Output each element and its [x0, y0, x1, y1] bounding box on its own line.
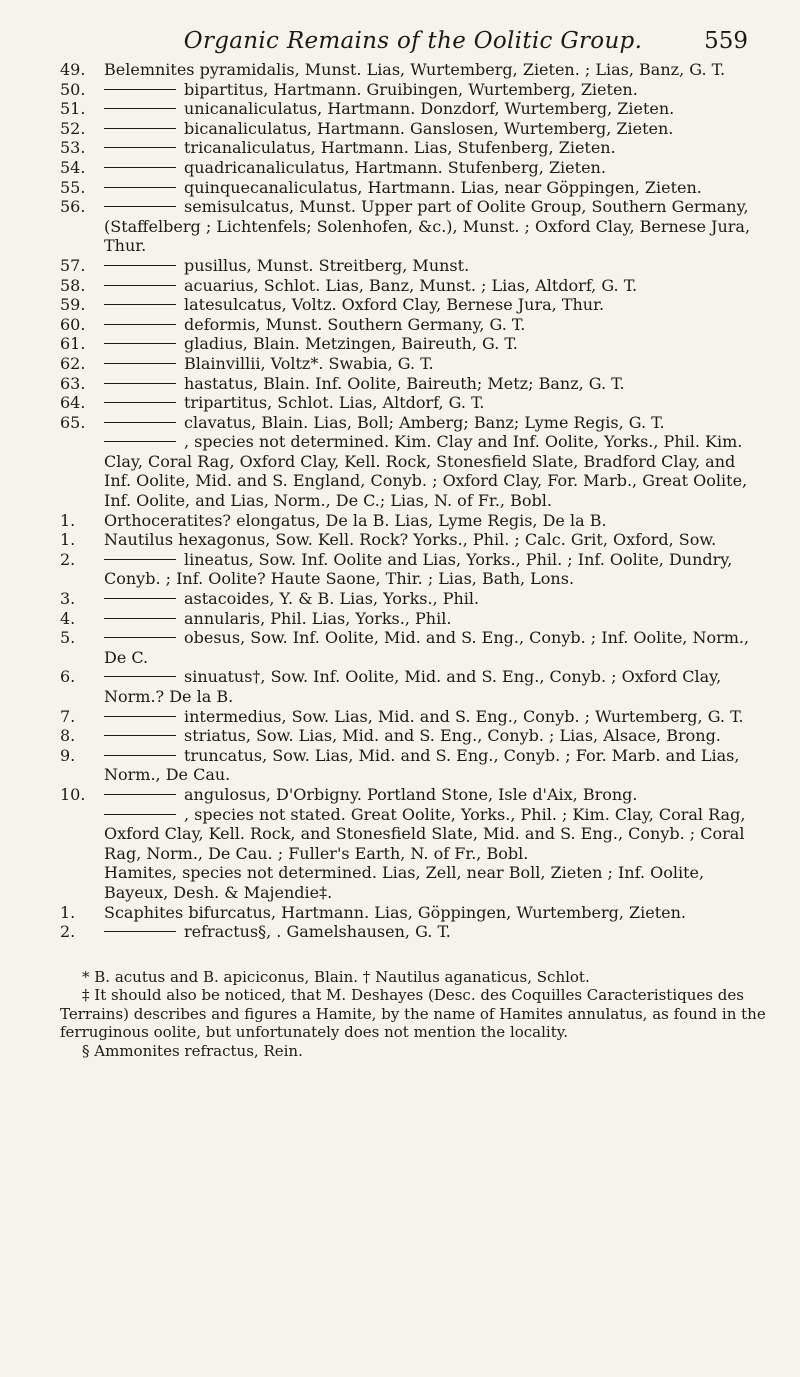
- entry-body: [104, 354, 766, 374]
- entry-number: 64.: [60, 393, 86, 413]
- entry-body: [104, 785, 766, 805]
- entry-text: bipartitus, Hartmann. Gruibingen, Wurtemberg, Zieten.: [184, 79, 638, 99]
- list-item: [60, 158, 766, 178]
- entry-text: Belemnites pyramidalis, Munst. Lias, Wurtemberg, Zieten. ; Lias, Banz, G. T.: [104, 60, 726, 79]
- ditto-dash: [104, 206, 176, 207]
- ditto-dash: [104, 598, 176, 599]
- list-item: [60, 354, 766, 374]
- entry-body: [104, 628, 766, 667]
- list-item: [60, 374, 766, 394]
- entry-body: [104, 99, 766, 119]
- entry-body: [104, 158, 766, 178]
- entry-number: 62.: [60, 353, 86, 373]
- entry-body: [104, 276, 766, 296]
- ditto-dash: [104, 402, 176, 403]
- ditto-dash: [104, 108, 176, 109]
- entry-text: bicanaliculatus, Hartmann. Ganslosen, Wurtemberg, Zieten.: [184, 118, 674, 138]
- entry-number: 4.: [60, 608, 76, 628]
- entry-body: [104, 550, 766, 589]
- entry-number: 54.: [60, 157, 86, 177]
- entry-number: 52.: [60, 118, 86, 138]
- entry-number: 53.: [60, 138, 86, 158]
- entry-body: [104, 432, 766, 510]
- entry-body: [104, 119, 766, 139]
- entry-text: Orthoceratites? elongatus, De la B. Lias, Lyme Regis, De la B.: [104, 510, 607, 530]
- list-item: [60, 863, 766, 902]
- entry-number: 57.: [60, 255, 86, 275]
- ditto-dash: [104, 324, 176, 325]
- entry-text: intermedius, Sow. Lias, Mid. and S. Eng., Conyb. ; Wurtemberg, G. T.: [184, 706, 744, 726]
- ditto-dash: [104, 343, 176, 344]
- entry-body: [104, 667, 766, 706]
- entry-text: tricanaliculatus, Hartmann. Lias, Stufenberg, Zieten.: [184, 138, 616, 158]
- ditto-dash: [104, 304, 176, 305]
- entry-text: annularis, Phil. Lias, Yorks., Phil.: [184, 608, 452, 628]
- entry-body: [104, 609, 766, 629]
- entry-body: [104, 80, 766, 100]
- entry-text: tripartitus, Schlot. Lias, Altdorf, G. T.: [184, 393, 485, 413]
- entry-number: 3.: [60, 589, 76, 609]
- entry-number: 60.: [60, 314, 86, 334]
- entry-body: [104, 413, 766, 433]
- entry-number: 7.: [60, 706, 76, 726]
- list-item: [60, 413, 766, 433]
- list-item: [60, 99, 766, 119]
- entry-body: [104, 315, 766, 335]
- list-item: [60, 197, 766, 256]
- entry-body: [104, 393, 766, 413]
- entry-number: 5.: [60, 628, 76, 648]
- entry-text: Nautilus hexagonus, Sow. Kell. Rock? Yorks., Phil. ; Calc. Grit, Oxford, Sow.: [104, 530, 717, 550]
- list-item: [60, 746, 766, 785]
- entry-number: 65.: [60, 412, 86, 432]
- list-item: [60, 334, 766, 354]
- list-item: [60, 178, 766, 198]
- entry-number: 61.: [60, 334, 86, 354]
- entry-number: 2.: [60, 922, 76, 942]
- list-item: [60, 628, 766, 667]
- entry-text: obesus, Sow. Inf. Oolite, Mid. and S. Eng., Conyb. ; Inf. Oolite, Norm., De C.: [104, 628, 750, 667]
- list-item: [60, 276, 766, 296]
- list-item: [60, 726, 766, 746]
- entry-number: 1.: [60, 902, 76, 922]
- list-item: [60, 609, 766, 629]
- list-item: [60, 119, 766, 139]
- list-item: [60, 550, 766, 589]
- page-number: 559: [704, 28, 748, 54]
- entry-number: 9.: [60, 745, 76, 765]
- entry-body: [104, 726, 766, 746]
- entry-body: [104, 178, 766, 198]
- list-item: [60, 922, 766, 942]
- entry-number: 51.: [60, 99, 86, 119]
- list-item: [60, 295, 766, 315]
- footnotes: [60, 968, 766, 1061]
- entry-text: quadricanaliculatus, Hartmann. Stufenberg, Zieten.: [184, 157, 606, 177]
- entry-text: acuarius, Schlot. Lias, Banz, Munst. ; Lias, Altdorf, G. T.: [184, 275, 638, 295]
- entry-body: [104, 530, 766, 550]
- list-item: [60, 785, 766, 805]
- entry-body: [104, 589, 766, 609]
- entry-number: 49.: [60, 60, 86, 79]
- entry-text: sinuatus†, Sow. Inf. Oolite, Mid. and S. Eng., Conyb. ; Oxford Clay, Norm.? De la B.: [104, 667, 722, 706]
- ditto-dash: [104, 637, 176, 638]
- entry-text: gladius, Blain. Metzingen, Baireuth, G. T.: [184, 334, 518, 354]
- ditto-dash: [104, 383, 176, 384]
- ditto-dash: [104, 89, 176, 90]
- entry-body: [104, 295, 766, 315]
- entry-number: 2.: [60, 549, 76, 569]
- list-item: [60, 432, 766, 510]
- ditto-dash: [104, 735, 176, 736]
- ditto-dash: [104, 167, 176, 168]
- species-list: [60, 60, 766, 942]
- entry-number: 1.: [60, 510, 76, 530]
- list-item: [60, 60, 766, 80]
- entry-text: lineatus, Sow. Inf. Oolite and Lias, Yorks., Phil. ; Inf. Oolite, Dundry, Conyb. ; Inf. Oolite? Haute Saone, Thir. ; Lias, Bath, Lons.: [104, 549, 733, 589]
- list-item: [60, 511, 766, 531]
- entry-text: Scaphites bifurcatus, Hartmann. Lias, Göppingen, Wurtemberg, Zieten.: [104, 902, 686, 922]
- entry-text: astacoides, Y. & B. Lias, Yorks., Phil.: [184, 589, 480, 609]
- entry-number: 50.: [60, 79, 86, 99]
- ditto-dash: [104, 265, 176, 266]
- ditto-dash: [104, 931, 176, 932]
- entry-text: striatus, Sow. Lias, Mid. and S. Eng., Conyb. ; Lias, Alsace, Brong.: [184, 726, 721, 746]
- entry-text: truncatus, Sow. Lias, Mid. and S. Eng., Conyb. ; For. Marb. and Lias, Norm., De Cau.: [104, 745, 740, 785]
- ditto-dash: [104, 676, 176, 677]
- entry-body: [104, 863, 766, 902]
- entry-body: [104, 903, 766, 923]
- entry-number: 58.: [60, 275, 86, 295]
- entry-number: 6.: [60, 667, 76, 687]
- ditto-dash: [104, 441, 176, 442]
- entry-text: latesulcatus, Voltz. Oxford Clay, Bernese Jura, Thur.: [184, 295, 605, 315]
- list-item: [60, 393, 766, 413]
- running-head: [60, 18, 766, 60]
- entry-text: hastatus, Blain. Inf. Oolite, Baireuth; Metz; Banz, G. T.: [184, 373, 625, 393]
- entry-body: [104, 334, 766, 354]
- entry-body: [104, 138, 766, 158]
- footnote: * B. acutus and B. apiciconus, Blain. † Nautilus aganaticus, Schlot.: [82, 967, 590, 986]
- list-item: [60, 805, 766, 864]
- list-item: [60, 707, 766, 727]
- ditto-dash: [104, 285, 176, 286]
- ditto-dash: [104, 618, 176, 619]
- footnote: ‡ It should also be noticed, that M. Deshayes (Desc. des Coquilles Caracteristiques des Terrains) describes and figures a Hamite, by the name of Hamites annulatus, as found in the ferruginous oolite, but unfortunately does not mention the locality.: [60, 986, 766, 1042]
- ditto-dash: [104, 794, 176, 795]
- entry-text: Hamites, species not determined. Lias, Zell, near Boll, Zieten ; Inf. Oolite, Bayeux, Desh. & Majendie‡.: [104, 863, 705, 902]
- entry-body: [104, 746, 766, 785]
- page-title: Organic Remains of the Oolitic Group.: [183, 28, 643, 54]
- entry-text: pusillus, Munst. Streitberg, Munst.: [184, 255, 470, 275]
- list-item: [60, 589, 766, 609]
- list-item: [60, 530, 766, 550]
- footnote: § Ammonites refractus, Rein.: [82, 1041, 303, 1060]
- entry-text: , species not determined. Kim. Clay and Inf. Oolite, Yorks., Phil. Kim. Clay, Coral Rag, Oxford Clay, Kell. Rock, Stonesfield Slate, Bradford Clay, and Inf. Oolite, Mid. and S. England, Conyb. ; Oxford Clay, For. Marb., Great Oolite, Inf. Oolite, and Lias, Norm., De C.; Lias, N. of Fr., Bobl.: [104, 432, 748, 511]
- ditto-dash: [104, 716, 176, 717]
- list-item: [60, 80, 766, 100]
- entry-text: refractus§, . Gamelshausen, G. T.: [184, 922, 451, 942]
- entry-body: [104, 922, 766, 942]
- ditto-dash: [104, 363, 176, 364]
- entry-text: angulosus, D'Orbigny. Portland Stone, Isle d'Aix, Brong.: [184, 784, 638, 804]
- entry-number: 56.: [60, 197, 86, 217]
- entry-number: 59.: [60, 295, 86, 315]
- list-item: [60, 667, 766, 706]
- list-item: [60, 315, 766, 335]
- ditto-dash: [104, 559, 176, 560]
- entry-text: clavatus, Blain. Lias, Boll; Amberg; Banz; Lyme Regis, G. T.: [184, 412, 665, 432]
- entry-text: quinquecanaliculatus, Hartmann. Lias, near Göppingen, Zieten.: [184, 177, 702, 197]
- list-item: [60, 256, 766, 276]
- list-item: [60, 903, 766, 923]
- ditto-dash: [104, 755, 176, 756]
- entry-body: [104, 374, 766, 394]
- entry-text: semisulcatus, Munst. Upper part of Oolite Group, Southern Germany, (Staffelberg ; Lichtenfels; Solenhofen, &c.), Munst. ; Oxford Clay, Bernese Jura, Thur.: [104, 197, 751, 256]
- entry-body: [104, 707, 766, 727]
- entry-body: [104, 60, 766, 80]
- entry-number: 55.: [60, 177, 86, 197]
- ditto-dash: [104, 422, 176, 423]
- ditto-dash: [104, 187, 176, 188]
- entry-body: [104, 256, 766, 276]
- list-item: [60, 138, 766, 158]
- entry-text: Blainvillii, Voltz*. Swabia, G. T.: [184, 353, 434, 373]
- entry-body: [104, 805, 766, 864]
- entry-number: 10.: [60, 784, 86, 804]
- ditto-dash: [104, 128, 176, 129]
- entry-text: deformis, Munst. Southern Germany, G. T.: [184, 314, 526, 334]
- ditto-dash: [104, 147, 176, 148]
- entry-body: [104, 197, 766, 256]
- ditto-dash: [104, 814, 176, 815]
- entry-text: unicanaliculatus, Hartmann. Donzdorf, Wurtemberg, Zieten.: [184, 99, 675, 119]
- entry-body: [104, 511, 766, 531]
- entry-text: , species not stated. Great Oolite, Yorks., Phil. ; Kim. Clay, Coral Rag, Oxford Clay, Kell. Rock, and Stonesfield Slate, Mid. and S. Eng., Conyb. ; Coral Rag, Norm., De Cau. ; Fuller's Earth, N. of Fr., Bobl.: [104, 804, 746, 863]
- entry-number: 63.: [60, 373, 86, 393]
- entry-number: 1.: [60, 530, 76, 550]
- entry-number: 8.: [60, 726, 76, 746]
